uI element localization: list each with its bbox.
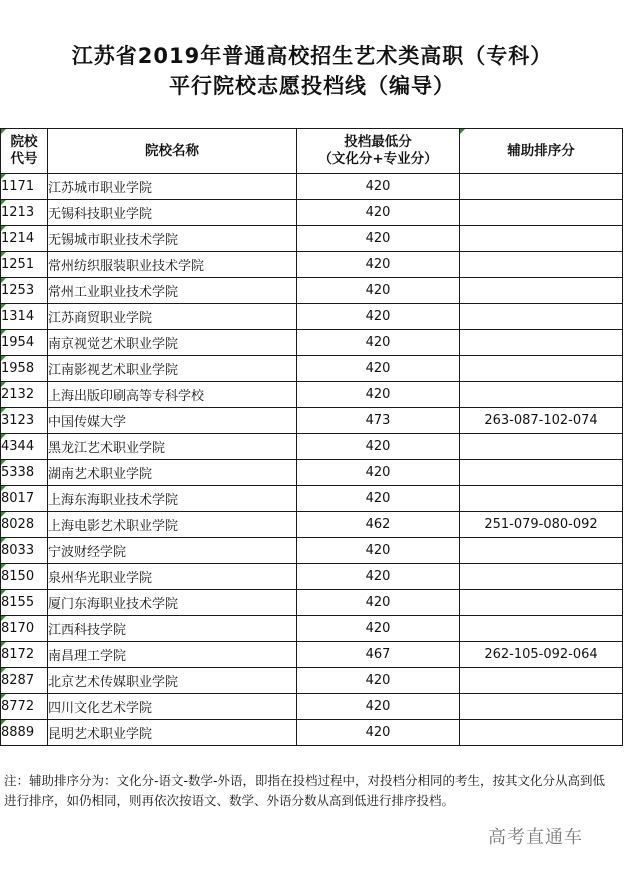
- cell-school-name: 常州工业职业技术学院: [48, 278, 297, 304]
- cell-aux-score: [460, 304, 623, 330]
- cell-min-score: 420: [297, 460, 460, 486]
- cell-school-name: 无锡科技职业学院: [48, 200, 297, 226]
- cell-school-name: 四川文化艺术学院: [48, 694, 297, 720]
- table-row: [1, 174, 623, 200]
- cell-aux-score: [460, 590, 623, 616]
- cell-school-name: 常州纺织服装职业技术学院: [48, 252, 297, 278]
- cell-aux-score: 251-079-080-092: [460, 512, 623, 538]
- cell-min-score: 420: [297, 486, 460, 512]
- page-title-line1: 江苏省2019年普通高校招生艺术类高职（专科）: [71, 44, 553, 68]
- school-code-text: 1253: [1, 283, 35, 298]
- school-code-text: 8028: [1, 517, 35, 532]
- table-row: [1, 304, 623, 330]
- cell-school-code: [1, 200, 48, 226]
- cell-school-name: 北京艺术传媒职业学院: [48, 668, 297, 694]
- cell-school-name: 江西科技学院: [48, 616, 297, 642]
- cell-min-score: 420: [297, 434, 460, 460]
- cell-school-code: [1, 616, 48, 642]
- cell-aux-score: 262-105-092-064: [460, 642, 623, 668]
- cell-marker-icon: [1, 278, 6, 283]
- school-code-text: 1314: [1, 309, 35, 324]
- cell-school-code: [1, 694, 48, 720]
- cell-min-score: 420: [297, 538, 460, 564]
- header-code-line2: 代号: [10, 151, 38, 167]
- school-code-text: 8017: [1, 491, 35, 506]
- cell-min-score: 420: [297, 330, 460, 356]
- table-row: [1, 538, 623, 564]
- table-row: [1, 668, 623, 694]
- cell-aux-score: [460, 252, 623, 278]
- table-row: [1, 252, 623, 278]
- cell-marker-icon: [1, 382, 6, 387]
- cell-min-score: 420: [297, 226, 460, 252]
- cell-min-score: 420: [297, 252, 460, 278]
- cell-min-score: 467: [297, 642, 460, 668]
- cell-school-code: [1, 720, 48, 746]
- cell-marker-icon: [1, 486, 6, 491]
- cell-marker-icon: [1, 538, 6, 543]
- cell-marker-icon: [1, 512, 6, 517]
- cell-aux-score: [460, 200, 623, 226]
- cell-school-name: 南京视觉艺术职业学院: [48, 330, 297, 356]
- cell-min-score: 420: [297, 382, 460, 408]
- cell-marker-icon: [1, 720, 6, 725]
- cell-school-code: [1, 538, 48, 564]
- cell-marker-icon: [1, 252, 6, 257]
- cell-marker-icon: [1, 616, 6, 621]
- school-code-text: 8172: [1, 647, 35, 662]
- school-code-text: 5338: [1, 465, 35, 480]
- cell-school-name: 上海电影艺术职业学院: [48, 512, 297, 538]
- cell-marker-icon: [1, 460, 6, 465]
- header-code-line1: 院校: [10, 134, 38, 150]
- cell-marker-icon: [1, 408, 6, 413]
- cell-school-code: [1, 356, 48, 382]
- cell-aux-score: [460, 356, 623, 382]
- table-row: [1, 434, 623, 460]
- table-row: [1, 408, 623, 434]
- school-code-text: 8287: [1, 673, 35, 688]
- school-code-text: 1954: [1, 335, 35, 350]
- cell-aux-score: [460, 226, 623, 252]
- cell-min-score: 420: [297, 304, 460, 330]
- cell-aux-score: [460, 538, 623, 564]
- cell-aux-score: [460, 278, 623, 304]
- school-code-text: 8889: [1, 725, 35, 740]
- table-row: [1, 694, 623, 720]
- table-header-row: [1, 129, 623, 174]
- cell-marker-icon: [1, 642, 6, 647]
- cell-school-code: [1, 460, 48, 486]
- table-row: [1, 590, 623, 616]
- cell-aux-score: [460, 434, 623, 460]
- cell-school-code: [1, 330, 48, 356]
- cell-school-code: [1, 408, 48, 434]
- school-code-text: 1213: [1, 205, 35, 220]
- cell-min-score: 420: [297, 616, 460, 642]
- cell-min-score: 420: [297, 564, 460, 590]
- cell-aux-score: [460, 668, 623, 694]
- admission-score-table: [0, 128, 623, 746]
- school-code-text: 1214: [1, 231, 35, 246]
- cell-aux-score: [460, 694, 623, 720]
- cell-marker-icon: [1, 174, 6, 179]
- cell-marker-icon: [1, 564, 6, 569]
- cell-marker-icon: [1, 304, 6, 309]
- cell-min-score: 420: [297, 590, 460, 616]
- cell-min-score: 420: [297, 200, 460, 226]
- cell-aux-score: [460, 330, 623, 356]
- page-title-line2: 平行院校志愿投档线（编导）: [169, 74, 455, 98]
- table-row: [1, 200, 623, 226]
- cell-aux-score: 263-087-102-074: [460, 408, 623, 434]
- cell-school-code: [1, 304, 48, 330]
- watermark-text: 高考直通车: [488, 827, 583, 848]
- cell-school-code: [1, 252, 48, 278]
- school-code-text: 2132: [1, 387, 35, 402]
- cell-marker-icon: [1, 434, 6, 439]
- cell-school-code: [1, 668, 48, 694]
- cell-marker-icon: [1, 226, 6, 231]
- cell-school-code: [1, 486, 48, 512]
- cell-school-name: 湖南艺术职业学院: [48, 460, 297, 486]
- table-row: [1, 226, 623, 252]
- cell-school-name: 泉州华光职业学院: [48, 564, 297, 590]
- school-code-text: 8170: [1, 621, 35, 636]
- cell-school-code: [1, 642, 48, 668]
- cell-marker-icon: [460, 129, 465, 134]
- cell-school-code: [1, 382, 48, 408]
- cell-school-name: 江南影视艺术职业学院: [48, 356, 297, 382]
- table-body: [1, 174, 623, 746]
- table-row: [1, 278, 623, 304]
- cell-school-code: [1, 226, 48, 252]
- cell-marker-icon: [1, 200, 6, 205]
- table-row: [1, 720, 623, 746]
- school-code-text: 1171: [1, 179, 35, 194]
- cell-min-score: 420: [297, 174, 460, 200]
- cell-school-name: 黑龙江艺术职业学院: [48, 434, 297, 460]
- cell-min-score: 420: [297, 720, 460, 746]
- cell-school-code: [1, 434, 48, 460]
- header-score-line2: （文化分+专业分）: [318, 151, 438, 167]
- cell-school-code: [1, 174, 48, 200]
- cell-marker-icon: [1, 694, 6, 699]
- cell-school-name: 厦门东海职业技术学院: [48, 590, 297, 616]
- header-name-label: 院校名称: [145, 142, 199, 159]
- cell-school-name: 中国传媒大学: [48, 408, 297, 434]
- cell-school-code: [1, 590, 48, 616]
- table-row: [1, 642, 623, 668]
- cell-school-name: 上海东海职业技术学院: [48, 486, 297, 512]
- school-code-text: 1958: [1, 361, 35, 376]
- table-row: [1, 356, 623, 382]
- cell-marker-icon: [1, 330, 6, 335]
- table-row: [1, 512, 623, 538]
- cell-school-name: 江苏城市职业学院: [48, 174, 297, 200]
- cell-min-score: 473: [297, 408, 460, 434]
- cell-school-name: 上海出版印刷高等专科学校: [48, 382, 297, 408]
- school-code-text: 1251: [1, 257, 35, 272]
- cell-marker-icon: [1, 129, 6, 134]
- cell-marker-icon: [1, 590, 6, 595]
- school-code-text: 8772: [1, 699, 35, 714]
- cell-school-name: 昆明艺术职业学院: [48, 720, 297, 746]
- cell-school-code: [1, 278, 48, 304]
- table-row: [1, 564, 623, 590]
- cell-school-name: 无锡城市职业技术学院: [48, 226, 297, 252]
- header-name: [48, 129, 297, 174]
- cell-aux-score: [460, 460, 623, 486]
- cell-min-score: 420: [297, 356, 460, 382]
- cell-marker-icon: [1, 356, 6, 361]
- cell-school-name: 江苏商贸职业学院: [48, 304, 297, 330]
- cell-min-score: 420: [297, 278, 460, 304]
- table-row: [1, 382, 623, 408]
- school-code-text: 3123: [1, 413, 35, 428]
- table-row: [1, 330, 623, 356]
- cell-school-name: 南昌理工学院: [48, 642, 297, 668]
- header-score: [297, 129, 460, 174]
- table-row: [1, 486, 623, 512]
- school-code-text: 8033: [1, 543, 35, 558]
- cell-school-code: [1, 564, 48, 590]
- footnote: 注：辅助排序分为：文化分-语文-数学-外语，即指在投档过程中，对投档分相同的考生，按其文化分从高到低进行排序，如仍相同，则再依次按语文、数学、外语分数从高到低进行排序投档。: [4, 773, 606, 808]
- cell-aux-score: [460, 616, 623, 642]
- school-code-text: 4344: [1, 439, 35, 454]
- header-aux: [460, 129, 623, 174]
- school-code-text: 8150: [1, 569, 35, 584]
- table-row: [1, 616, 623, 642]
- cell-marker-icon: [1, 668, 6, 673]
- cell-aux-score: [460, 174, 623, 200]
- header-score-line1: 投档最低分: [344, 134, 412, 150]
- cell-school-code: [1, 512, 48, 538]
- cell-aux-score: [460, 382, 623, 408]
- table-row: [1, 460, 623, 486]
- header-aux-label: 辅助排序分: [507, 142, 575, 159]
- cell-aux-score: [460, 720, 623, 746]
- school-code-text: 8155: [1, 595, 35, 610]
- cell-aux-score: [460, 486, 623, 512]
- cell-min-score: 420: [297, 694, 460, 720]
- cell-min-score: 462: [297, 512, 460, 538]
- cell-min-score: 420: [297, 668, 460, 694]
- cell-school-name: 宁波财经学院: [48, 538, 297, 564]
- cell-aux-score: [460, 564, 623, 590]
- header-code: [1, 129, 48, 174]
